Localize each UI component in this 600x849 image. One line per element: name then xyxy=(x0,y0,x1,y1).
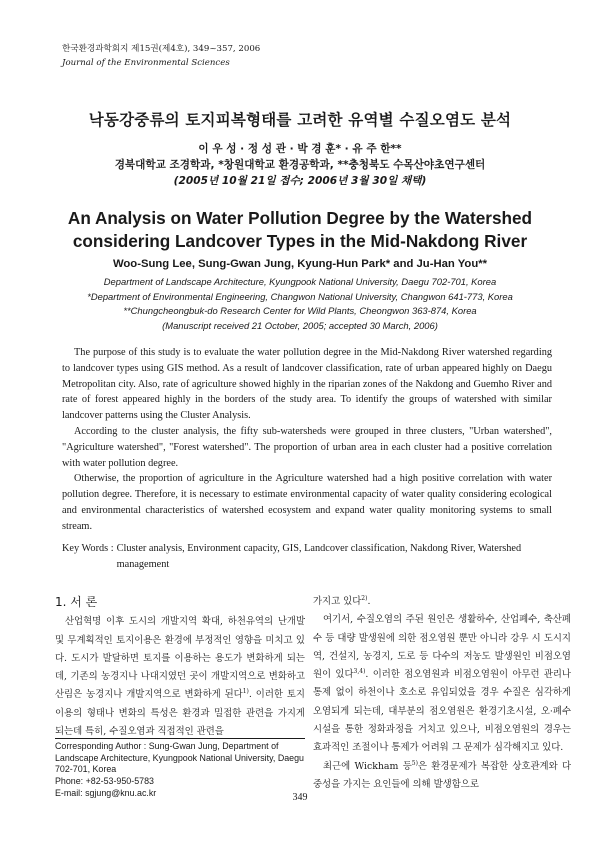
section-heading: 1. 서 론 xyxy=(55,595,98,609)
abstract-paragraph: The purpose of this study is to evaluate the water pollution degree in the Mid-Nakdong River watershed regarding to landcover types using GIS method. As a result of landcover classification, rate of urban appeared highly on Daegu Metropolitan city. Also, rate of agriculture showed highly in the riparian zones of the Nakdong and Guemho River and rate of forest appeared highly in the borders of the study area. To identify the groups of watershed with similar landcover patterns using the Cluster Analysis. xyxy=(62,347,552,422)
title-english xyxy=(0,207,600,253)
phone: Phone: +82-53-950-5783 xyxy=(55,776,154,787)
keywords xyxy=(62,541,552,573)
reference-marker: 1) xyxy=(242,688,249,696)
correspondence-footnote xyxy=(55,741,305,800)
journal-citation: 한국환경과학회지 제15권(제4호), 349~357, 2006 xyxy=(62,44,261,54)
dates-korean: (2005년 10월 21일 접수; 2006년 3월 30일 채택) xyxy=(173,175,427,187)
abstract xyxy=(62,345,552,535)
reference-marker: 3,4) xyxy=(353,668,366,676)
journal-name: Journal of the Environmental Sciences xyxy=(62,58,230,68)
body-paragraph: 최근에 Wickham 등$^{5)}$은 환경문제가 복잡한 상호관계와 다중성을 가지는 요인들에 의해 발생함으로 xyxy=(313,759,572,790)
abstract-paragraph: Otherwise, the proportion of agriculture in the Agriculture watershed had a high positive correlation with water pollution degree. Therefore, it is necessary to estimate environmental capacity of water quality considering ecological and environmental characteristics of watershed ecosystem and expand water quality monitoring systems to small stream. xyxy=(62,473,552,532)
affiliations-korean: 경북대학교 조경학과, *창원대학교 환경공학과, **충청북도 수목산야초연구센터 xyxy=(114,159,486,171)
title-english-line-1: An Analysis on Water Pollution Degree by the Watershed xyxy=(67,208,533,228)
title-english-line-2: considering Landcover Types in the Mid-Nakdong River xyxy=(72,231,528,251)
body-paragraph: 가지고 있다$^{2)}$. xyxy=(313,594,371,607)
affiliations-english xyxy=(0,275,600,333)
manuscript-dates: (Manuscript received 21 October, 2005; accepted 30 March, 2006) xyxy=(162,319,438,331)
journal-header xyxy=(62,42,260,70)
body-paragraph: 여기서, 수질오염의 주된 원인은 생활하수, 산업폐수, 축산폐수 등 대량 발생원에 의한 점오염원 뿐만 아니라 강우 시 도시지역, 건설지, 농경지, 도로 등 다수의 저농도 발생원인 비점오염원이 있다$^{3,4)}$. 이러한 점오염원과 비점오염원이 아무런 관리나 통제 없이 하천이나 호소로 유입되었을 경우 수질은 심각하게 오염되게 되는데, 대부분의 점오염원은 환경기초시설, 오·폐수시설을 통한 정화과정을 거치고 있으나, 비점오염원의 경우는 효과적인 조절이나 통제가 어려워 그 문제가 심각해지고 있다. xyxy=(313,614,571,754)
footnote-divider xyxy=(55,738,305,739)
keywords-label: Key Words : xyxy=(62,543,114,554)
reference-marker: 2) xyxy=(361,594,368,602)
page-number: 349 xyxy=(292,792,308,803)
keywords-text: Cluster analysis, Environment capacity, GIS, Landcover classification, Nakdong River, Watershed management xyxy=(116,543,522,570)
reference-marker: 5) xyxy=(411,759,418,767)
corresponding-author: Corresponding Author : Sung-Gwan Jung, Department of Landscape Architecture, Kyungpook National University, Daegu 702-701, Korea xyxy=(55,741,304,775)
authors-korean: 이 우 성 · 정 성 관 · 박 경 훈* · 유 주 한** xyxy=(198,143,402,155)
authors-english: Woo-Sung Lee, Sung-Gwan Jung, Kyung-Hun Park* and Ju-Han You** xyxy=(112,258,488,270)
body-paragraph: 산업혁명 이후 도시의 개발지역 확대, 하천유역의 난개발 및 무계획적인 토지이용은 환경에 부정적인 영향을 미치고 있다. 도시가 발달하면 토지를 이용하는 용도가 변화하게 되는데, 기존의 농경지나 나대지였던 곳이 개발지역으로 변화하고 산림은 농경지나 개발지역으로 변화하게 된다$^{1)}$. 이러한 토지이용의 형태나 변화의 특성은 환경과 밀접한 관련을 가지게 되는데 특히, 수질오염과 직접적인 관련을 xyxy=(55,616,305,738)
title-korean: 낙동강중류의 토지피복형태를 고려한 유역별 수질오염도 분석 xyxy=(88,111,512,129)
affiliation-line: *Department of Environmental Engineering, Changwon National University, Changwon 641-773, Korea xyxy=(87,290,513,302)
abstract-paragraph: According to the cluster analysis, the fifty sub-watersheds were grouped in three clusters, "Urban watershed", "Agriculture watershed", "Forest watershed". The proportion of urban area in each cluster had a positive correlation with water pollution degree. xyxy=(62,425,552,469)
email: E-mail: sgjung@knu.ac.kr xyxy=(55,787,157,798)
korean-author-block xyxy=(0,141,600,189)
affiliation-line: Department of Landscape Architecture, Kyungpook National University, Daegu 702-701, Korea xyxy=(103,276,497,287)
body-left-column xyxy=(55,593,305,741)
affiliation-line: **Chungcheongbuk-do Research Center for Wild Plants, Cheongwon 363-874, Korea xyxy=(123,305,477,317)
body-right-column xyxy=(313,593,571,794)
